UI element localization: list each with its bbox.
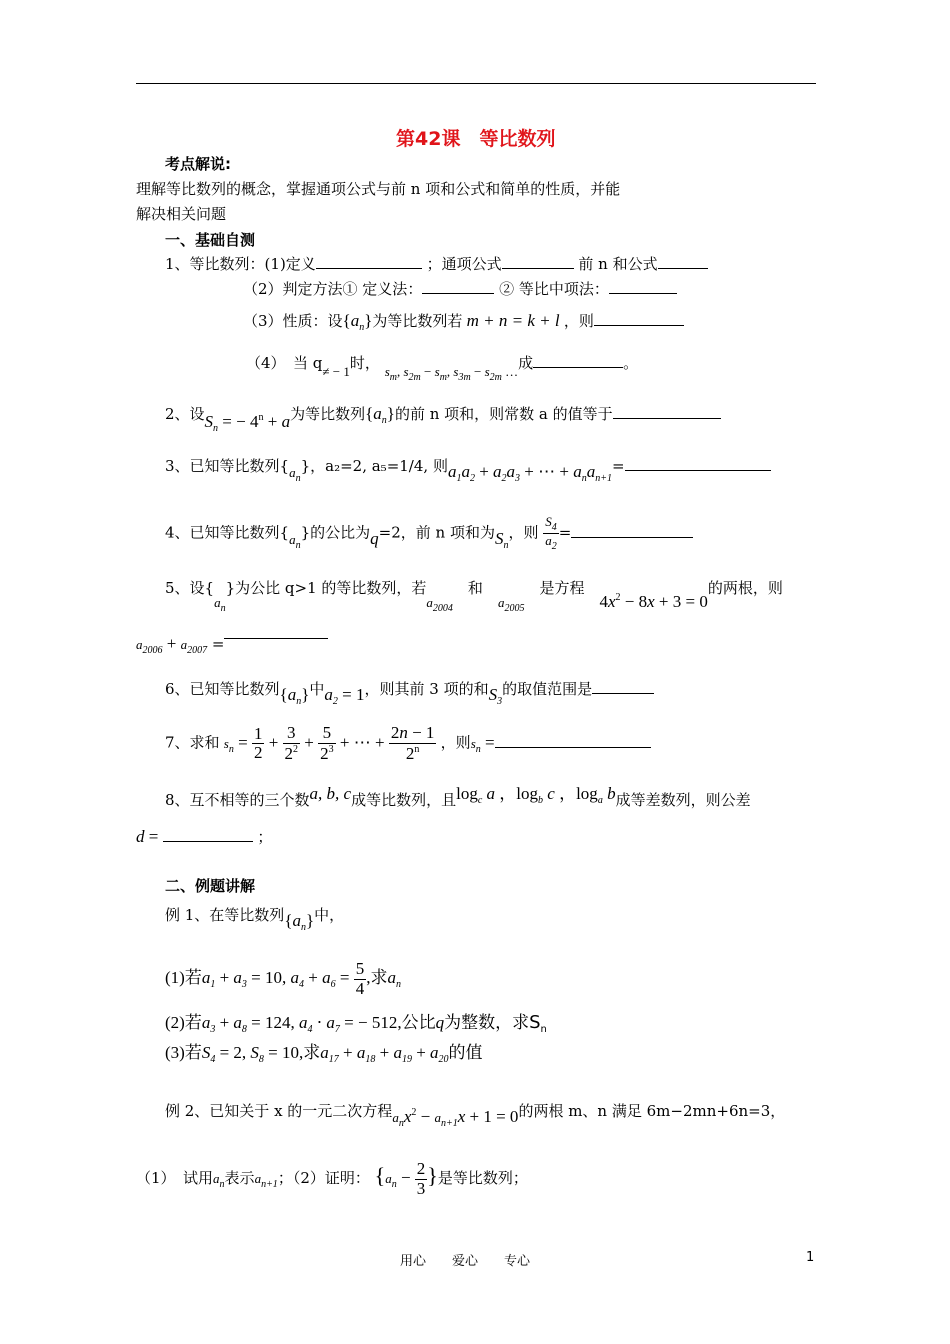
ex1-p3-math2: $a_{17} + a_{18} + a_{19} + a_{20}$ (320, 1043, 449, 1065)
ex1-intro (165, 904, 345, 933)
kaodian-line1: 理解等比数列的概念，掌握通项公式与前 n 项和公式和简单的性质，并能 (136, 180, 621, 198)
q6-text-a: 6、已知等比数列 (165, 680, 280, 698)
q1-2-text-a: （2）判定方法① 定义法： (243, 280, 423, 298)
ex2-math-eq: $a_nx^2 - a_{n+1}x + 1 = 0$ (392, 1107, 519, 1129)
ex2-p1c: ；（2）证明： (277, 1169, 370, 1188)
q4-blank[interactable] (571, 523, 693, 538)
ex2-math-seq: {$a_n$ − $\frac{2}{3}$ } (374, 1159, 438, 1198)
q5-math-a2005: $a_{2005}$ (497, 595, 525, 614)
ex1-p3-math: $S_4 = 2$, $S_8 = 10$ (201, 1043, 300, 1065)
q2-math-s: $S_n$ = − $4^n + a$ (204, 412, 291, 434)
q4-math-sn: $S_n$ (494, 528, 509, 551)
kaodian-line2: 解决相关问题 (136, 205, 227, 223)
q7-blank[interactable] (495, 733, 651, 748)
q1-2-blank-b[interactable] (609, 279, 677, 294)
ex1-p1-an: $a_n$ (387, 968, 401, 991)
q1-2-text-b: ② 等比中项法： (499, 280, 609, 298)
ex1-p3 (165, 1038, 483, 1065)
ex1-p1-a: (1)若 (165, 968, 202, 988)
ex2-line2 (136, 1160, 528, 1198)
q3-line (165, 455, 771, 484)
q1-3-blank[interactable] (594, 311, 684, 326)
page-title: 第42课 等比数列 (396, 128, 556, 150)
q2-blank[interactable] (613, 404, 721, 419)
q2-line (165, 403, 721, 434)
ex1-p2-sn: $S_n$ (529, 1012, 547, 1035)
header-rule (136, 83, 816, 84)
section2-heading: 二、例题讲解 (165, 877, 256, 895)
q5-text-f: = (211, 635, 225, 653)
q2-math-seq: $\{a_n\}$ (365, 404, 395, 426)
q6-text-b: 中 (309, 680, 325, 698)
ex1-p2-b: ,公比 (397, 1013, 436, 1032)
ex1-p2-c: 为整数，求 (444, 1013, 530, 1032)
q4-math-an: $a_n$ (289, 531, 301, 551)
q1-3-math-seq: $\{a_n\}$ (342, 311, 373, 333)
q5-text-b: }为公比 q>1 的等比数列，若 (225, 579, 427, 597)
ex1-p3-b: ,求 (299, 1043, 321, 1062)
q6-math-a2: $a_2 = 1$ (324, 685, 365, 707)
q1-text-a: 1、等比数列：(1)定义 (165, 255, 316, 273)
q1-blank-formula[interactable] (502, 254, 574, 269)
q4-math-frac: $\frac{S_4}{a_2}$ (545, 514, 557, 552)
q7-text-a: 7、求和 (165, 733, 220, 752)
q6-text-d: 的取值范围是 (502, 680, 593, 698)
ex1-p2-q: q (435, 1013, 445, 1032)
ex2-math-an1: $a_{n+1}$ (254, 1171, 278, 1191)
q5-math-a2004: $a_{2004}$ (426, 595, 453, 614)
q1-4-math-q: ≠ − 1 (322, 364, 350, 379)
q5-line2 (136, 634, 328, 656)
q1-3-text-a: （3）性质：设 (243, 312, 343, 330)
q4-text-d: ，则 (508, 523, 539, 542)
ex2-line1 (165, 1100, 786, 1129)
q8-blank[interactable] (163, 827, 253, 842)
q1-4-text-c: 成 (518, 354, 534, 372)
q1-2-line (243, 278, 677, 299)
ex1-intro-a: 例 1、在等比数列 (165, 906, 285, 924)
q8-line2: d = ； (136, 827, 273, 846)
q8-text-c: 成等差数列，则公差 (615, 791, 751, 809)
q1-3-math-cond: m + n = k + l (462, 311, 564, 330)
ex1-p1-b: ,求 (366, 968, 388, 988)
q1-4-math-seq: $s_m$, $s_{2m} - s_m$, $s_{3m} - s_{2m}$ … (384, 364, 519, 383)
kaodian-heading: 考点解说: (165, 155, 231, 173)
q3-text-b: }，a₂=2, a₅=1/4, 则 (300, 457, 448, 475)
ex2-p1d: 是等比数列； (437, 1169, 528, 1188)
q1-4-text-a: （4） 当 q (246, 354, 323, 372)
q6-math-s3: $S_3$ (488, 685, 503, 707)
q1-text-c: 前 n 和公式 (578, 255, 658, 273)
q4-line (165, 515, 693, 552)
q8-text-d: ； (257, 828, 273, 846)
q1-3-line (243, 310, 684, 333)
q5-text-a: 5、设{ (165, 579, 215, 597)
q1-3-text-c: ，则 (563, 312, 594, 330)
q4-math-q: q (370, 528, 379, 548)
ex2-p1a: （1） 试用 (136, 1169, 214, 1188)
q6-line (165, 678, 654, 707)
q6-math-seq: $\{a_n\}$ (279, 685, 310, 707)
q1-4-blank[interactable] (533, 353, 623, 368)
q7-text-b: ，则 (440, 733, 471, 752)
ex2-p1b: 表示 (224, 1169, 255, 1188)
q5-text-e: 的两根，则 (707, 579, 783, 597)
q8-text-b: 成等比数列，且 (351, 791, 457, 809)
q5-math-an: $a_n$ (214, 595, 226, 614)
q4-text-a: 4、已知等比数列{ (165, 523, 290, 542)
q8-line (165, 785, 751, 812)
q1-4-text-b: 时， (349, 354, 380, 372)
ex1-p2-math: $a_3 + a_8 = 124$, $a_4 \cdot a_7$ = − 512 (201, 1013, 398, 1035)
q7-math-sum: $s_n$ = $\frac{1}{2}$ + $\frac{3}{2^2}$ + $\frac{5}{2^3}$ + ⋯ + $\frac{2n - 1}{2^n}$ (223, 723, 435, 763)
q4-text-e: = (558, 523, 572, 542)
q1-3-text-b: 为等比数列若 (372, 312, 463, 330)
ex1-p3-c: 的值 (448, 1043, 483, 1062)
q5-blank[interactable] (224, 624, 328, 639)
q2-text-b: 为等比数列 (290, 405, 366, 423)
q8-math-logs: $\log_c a$ ，$\log_b c$ ，$\log_a b$ (456, 784, 616, 806)
q3-text-c: = (611, 457, 625, 475)
ex1-p1-math: $a_1 + a_3 = 10$, $a_4 + a_6$ = $\frac{5}{4}$ (201, 959, 365, 998)
ex2-text-b: 的两根 m、n 满足 6m−2mn+6n=3， (518, 1102, 786, 1120)
q3-blank[interactable] (625, 456, 771, 471)
q3-text-a: 3、已知等比数列{ (165, 457, 290, 475)
q1-blank-definition[interactable] (316, 254, 422, 269)
ex1-p2 (165, 1008, 547, 1035)
q8-math-abc: a, b, c (309, 784, 352, 803)
q6-text-c: ，则其前 3 项的和 (364, 680, 489, 698)
ex1-intro-b: 中， (314, 906, 345, 924)
q5-math-eq: $4x^2 - 8x + 3 = 0$ (599, 592, 708, 611)
footer-page-number: 1 (806, 1250, 815, 1265)
q8-text-a: 8、互不相等的三个数 (165, 791, 310, 809)
q8-math-d: d (136, 827, 145, 846)
q1-text-b: ；通项公式 (426, 255, 502, 273)
q1-4-line (246, 352, 639, 383)
footer-center: 用心 爱心 专心 (400, 1254, 531, 1269)
q3-math-sum: $a_1a_2 + a_2a_3$ + ⋯ + $a_na_{n+1}$ (447, 462, 612, 484)
q2-text-c: 的前 n 项和，则常数 a 的值等于 (394, 405, 613, 423)
q7-math-sn: $s_n$ = (470, 732, 495, 755)
q6-blank[interactable] (592, 679, 654, 694)
ex1-p1 (165, 960, 401, 998)
ex2-text-a: 例 2、已知关于 x 的一元二次方程 (165, 1102, 393, 1120)
q4-text-c: =2，前 n 项和为 (378, 523, 495, 542)
ex2-math-an: $a_n$ (213, 1171, 225, 1191)
q5-line (165, 577, 783, 614)
q1-2-blank-a[interactable] (422, 279, 494, 294)
q3-math-an: $a_n$ (289, 465, 301, 484)
q1-4-text-d: 。 (623, 354, 639, 372)
q1-line (165, 253, 708, 274)
ex1-p2-a: (2)若 (165, 1013, 202, 1032)
ex1-p3-a: (3)若 (165, 1043, 202, 1062)
section1-heading: 一、基础自测 (165, 231, 256, 249)
q5-math-sum: $a_{2006} + a_{2007}$ (136, 634, 208, 656)
q7-line (165, 724, 651, 763)
q2-text-a: 2、设 (165, 405, 205, 423)
q5-text-c: 和 (467, 579, 483, 597)
q1-blank-sum[interactable] (658, 254, 708, 269)
q4-text-b: }的公比为 (300, 523, 371, 542)
ex1-math-seq: $\{a_n\}$ (284, 911, 315, 933)
q5-text-d: 是方程 (539, 579, 585, 597)
